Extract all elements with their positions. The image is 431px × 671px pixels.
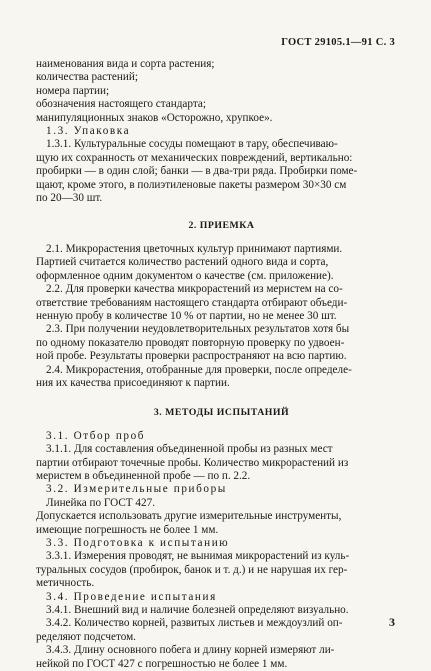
- section-heading: 3. МЕТОДЫ ИСПЫТАНИЙ: [153, 407, 290, 419]
- paragraph-line: меристем в объединенной пробе — по п. 2.2.: [36, 469, 251, 482]
- paragraph-line: щую их сохранность от механических повреждений, вертикально:: [36, 151, 353, 164]
- paragraph-line: ответствие требованиям настоящего стандарта отбирают объеди-: [36, 296, 348, 309]
- subsection-title: 1.3. Упаковка: [46, 125, 131, 138]
- paragraph-line: партии отбирают точечные пробы. Количество микрорастений из: [36, 456, 349, 469]
- text-line: обозначения настоящего стандарта;: [36, 98, 206, 111]
- paragraph-line: 2.2. Для проверки качества микрорастений из меристем на со-: [46, 283, 343, 296]
- paragraph-line: имеющие погрешность не более 1 мм.: [36, 523, 219, 536]
- paragraph-line: нейкой по ГОСТ 427 с погрешностью не более 1 мм.: [36, 657, 288, 670]
- subsection-title: 3.1. Отбор проб: [46, 429, 146, 442]
- subsection-title: 3.2. Измерительные приборы: [46, 483, 227, 496]
- text-line: номера партии;: [36, 84, 110, 97]
- paragraph-line: ной пробе. Результаты проверки распространяют на всю партию.: [36, 350, 347, 363]
- paragraph-line: оформленное одним документом о качестве (см. приложение).: [36, 269, 334, 282]
- paragraph-line: 3.4.3. Длину основного побега и длину корней измеряют ли-: [46, 644, 335, 657]
- subsection-title: 3.3. Подготовка к испытанию: [46, 537, 230, 549]
- text-line: наименования вида и сорта растения;: [36, 58, 215, 70]
- paragraph-line: ределяют подсчетом.: [36, 630, 136, 643]
- paragraph-line: Допускается использовать другие измерительные инструменты,: [36, 510, 342, 523]
- paragraph-line: по 20—30 шт.: [36, 192, 103, 205]
- paragraph-line: ния их качества присоединяют к партии.: [36, 376, 230, 389]
- paragraph-line: ненную пробу в количестве 10 % от партии, но не менее 30 шт.: [36, 309, 337, 322]
- paragraph-line: 1.3.1. Культуральные сосуды помещают в тару, обеспечиваю-: [46, 138, 338, 151]
- page-number: 3: [389, 615, 395, 629]
- paragraph-line: 2.4. Микрорастения, отобранные для проверки, после определе-: [46, 363, 352, 376]
- paragraph-line: щают, кроме этого, в полиэтиленовые пакеты размером 30×30 см: [36, 178, 347, 191]
- paragraph-line: 3.4.2. Количество корней, развитых листьев и междоузлий оп-: [46, 617, 343, 630]
- text-line: количества растений;: [36, 71, 138, 84]
- paragraph-line: Линейка по ГОСТ 427.: [46, 496, 155, 509]
- page-header: ГОСТ 29105.1—91 С. 3: [281, 37, 395, 48]
- paragraph-line: Партией считается количество растений одного вида и сорта,: [36, 256, 329, 269]
- paragraph-line: 2.1. Микрорастения цветочных культур принимают партиями.: [46, 242, 343, 255]
- paragraph-line: 3.3.1. Измерения проводят, не вынимая микрорастений из куль-: [46, 550, 350, 563]
- paragraph-line: метичность.: [36, 577, 95, 590]
- paragraph-line: 3.4.1. Внешний вид и наличие болезней определяют визуально.: [46, 604, 349, 617]
- paragraph-line: по одному показателю проводят повторную проверку по удвоен-: [36, 336, 345, 349]
- document-body: [36, 58, 407, 671]
- paragraph-line: туральных сосудов (пробирок, банок и т. д.) и не нарушая их гер-: [36, 563, 348, 576]
- subsection-title: 3.4. Проведение испытания: [46, 590, 217, 603]
- section-heading: 2. ПРИЕМКА: [188, 220, 255, 232]
- paragraph-line: 2.3. При получении неудовлетворительных результатов хотя бы: [46, 323, 350, 336]
- paragraph-line: пробирки — в один слой; банки — в два-три ряда. Пробирки поме-: [36, 165, 358, 178]
- text-line: манипуляционных знаков «Осторожно, хрупкое».: [36, 111, 273, 124]
- paragraph-line: 3.1.1. Для составления объединенной пробы из разных мест: [46, 443, 333, 456]
